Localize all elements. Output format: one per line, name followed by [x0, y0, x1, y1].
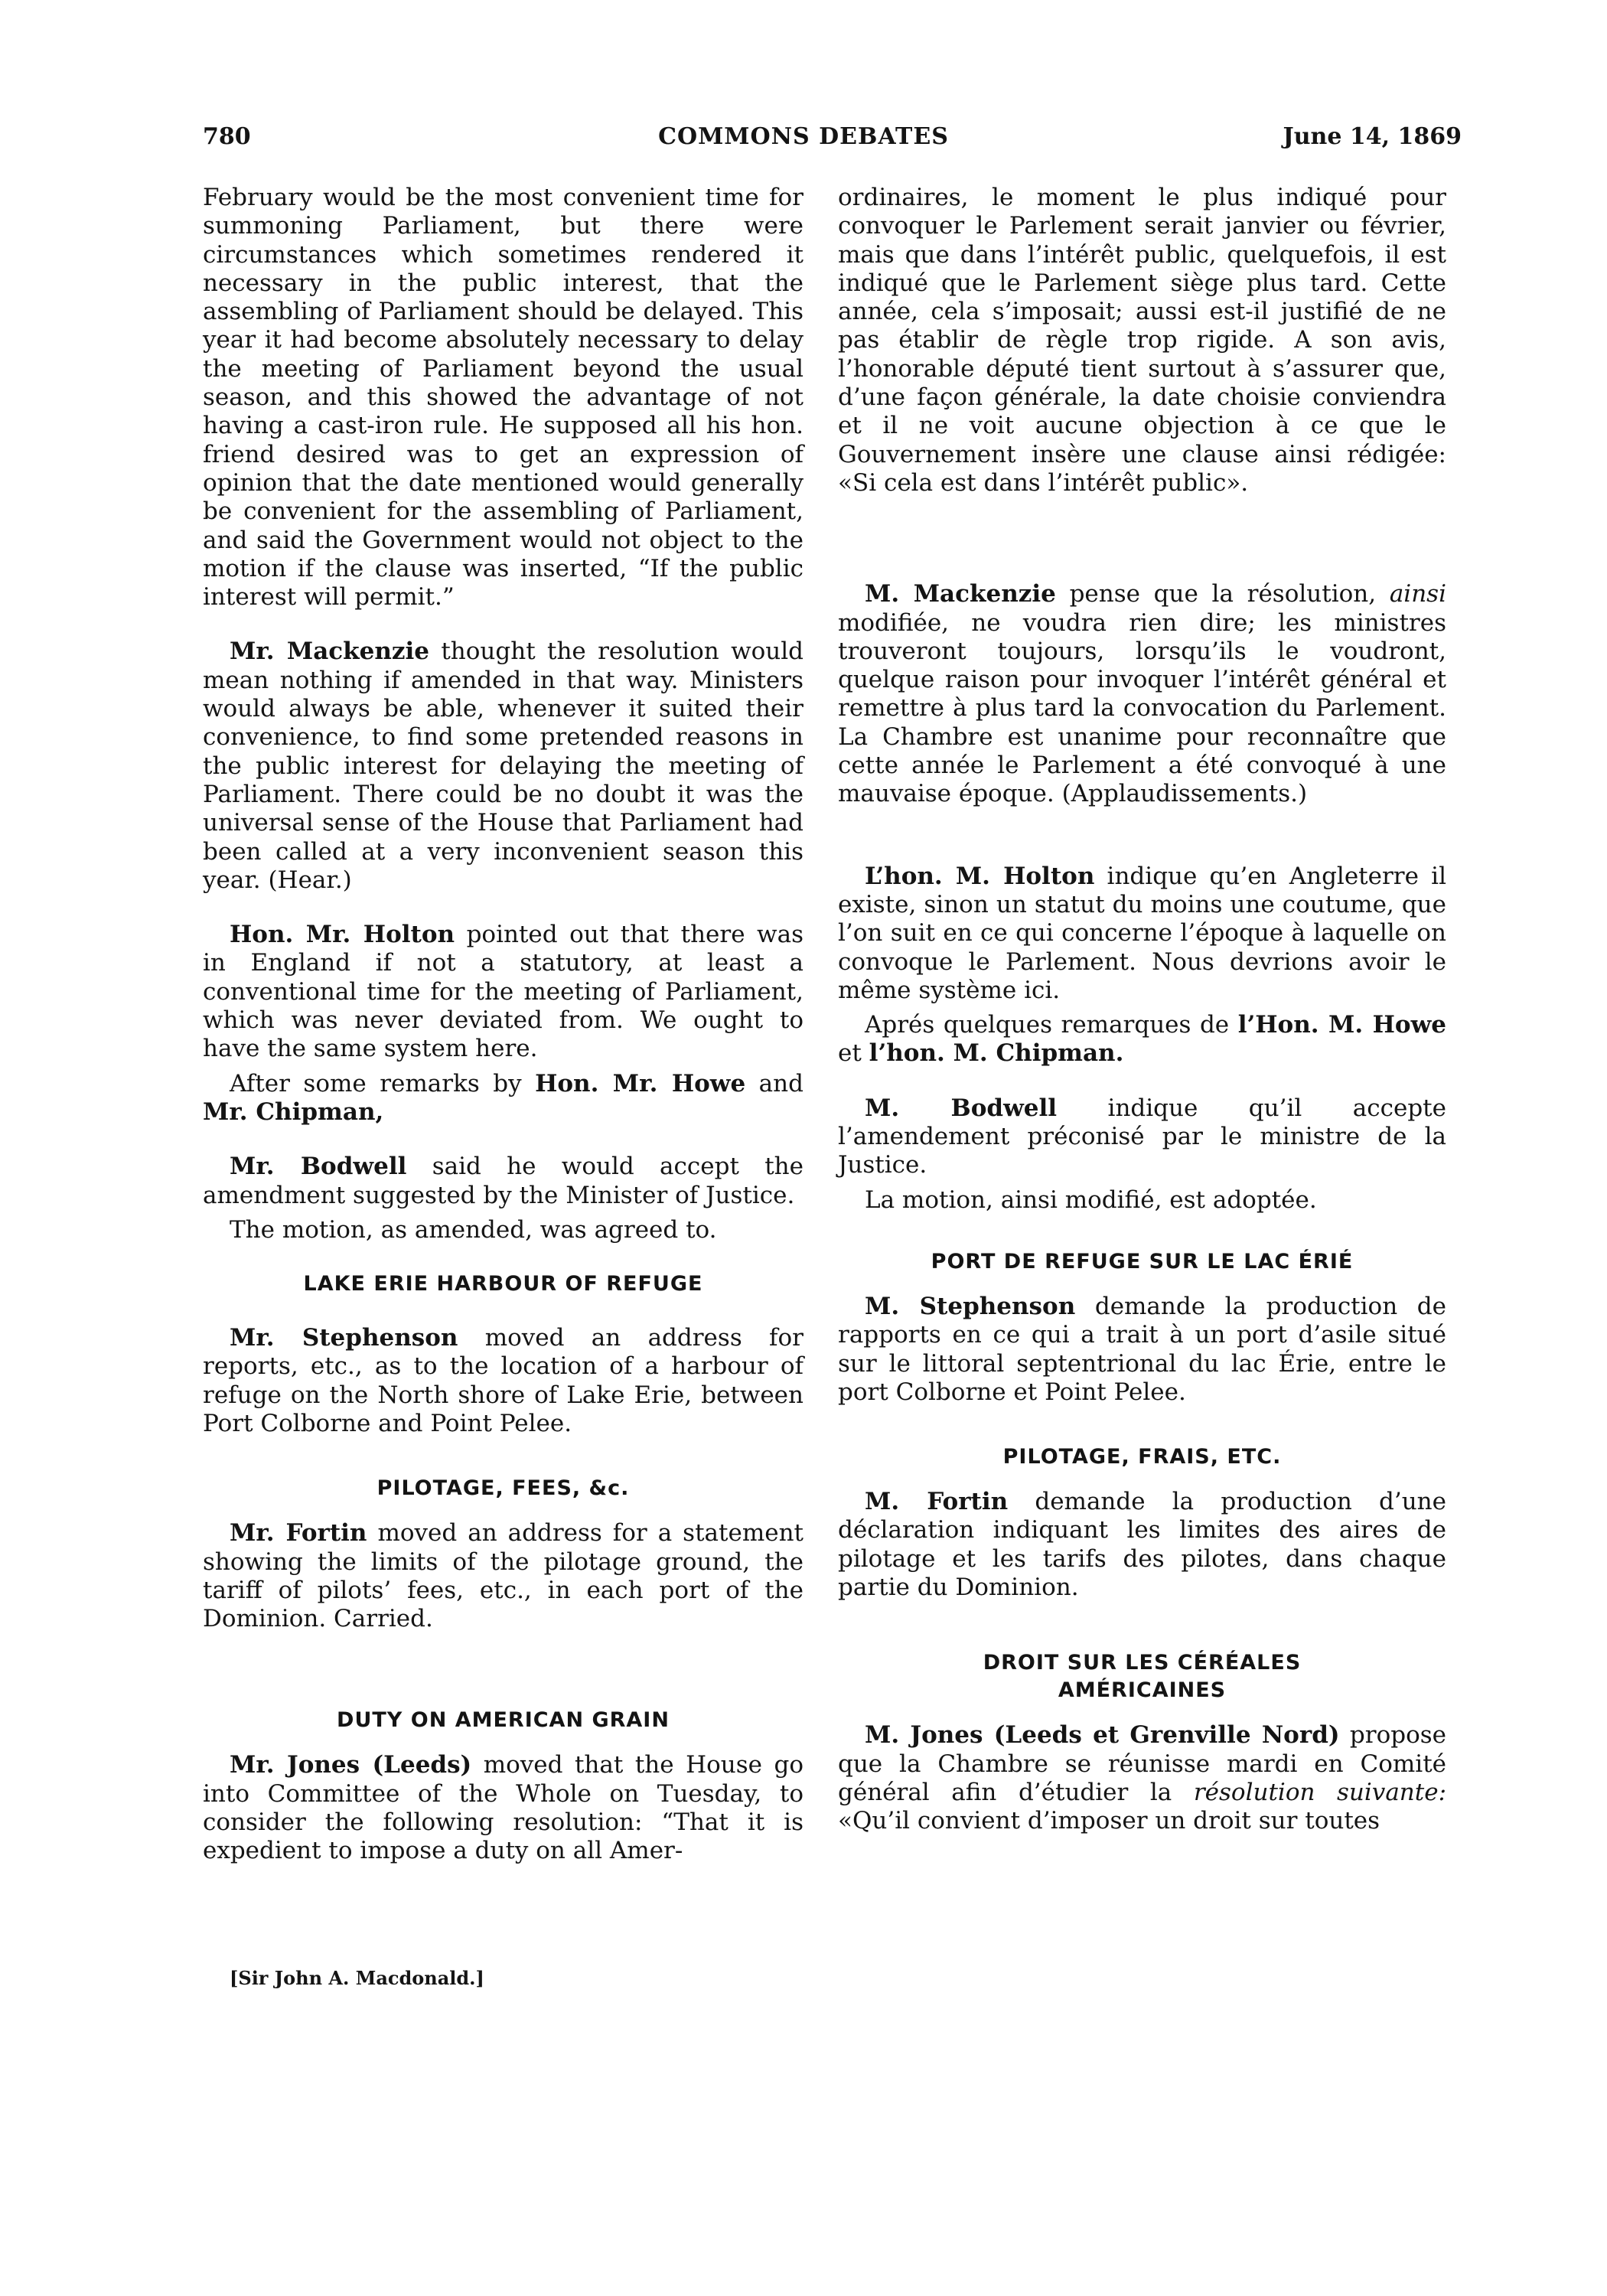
speaker-name: Hon. Mr. Holton	[230, 921, 455, 949]
paragraph: M. Fortin demande la production d’une déclaration indiquant les limites des aires de pilotage et les tarifs des pilotes, dans chaque partie du Dominion.	[838, 1488, 1446, 1601]
section-heading: PILOTAGE, FRAIS, ETC.	[1002, 1445, 1282, 1469]
speaker-name: M. Stephenson	[865, 1292, 1076, 1320]
paragraph: Aprés quelques remarques de l’Hon. M. Howe et l’hon. M. Chipman.	[838, 1011, 1446, 1068]
section-heading: DUTY ON AMERICAN GRAIN	[337, 1708, 670, 1733]
paragraph: ordinaires, le moment le plus indiqué pour convoquer le Parlement serait janvier ou février, mais que dans l’intérêt public, quelquefois, il est indiqué que le Parlement siège plus tard. Cette année, cela s’imposait; aussi est-il justifié de ne pas établir de règle trop rigide. A son avis, l’honorable député tient surtout à s’assurer que, d’une façon générale, la date choisie conviendra et il ne voit aucune objection à ce que le Gouvernement insère une clause ainsi rédigée: «Si cela est dans l’intérêt public».	[838, 184, 1446, 497]
page-date: June 14, 1869	[1283, 123, 1462, 150]
paragraph: M. Bodwell indique qu’il accepte l’amendement préconisé par le ministre de la Justice.	[838, 1094, 1446, 1179]
section-heading: PORT DE REFUGE SUR LE LAC ÉRIÉ	[931, 1249, 1354, 1274]
paragraph: La motion, ainsi modifié, est adoptée.	[865, 1186, 1317, 1214]
speaker-name: Mr. Chipman,	[203, 1097, 384, 1126]
paragraph: Mr. Fortin moved an address for a statement showing the limits of the pilotage ground, the tariff of pilots’ fees, etc., in each port of the Dominion. Carried.	[203, 1519, 804, 1633]
paragraph: M. Stephenson demande la production de rapports en ce qui a trait à un port d’asile situé sur le littoral septentrional du lac Érie, entre le port Colborne et Point Pelee.	[838, 1292, 1446, 1406]
paragraph: February would be the most convenient time for summoning Parliament, but there were circumstances which sometimes rendered it necessary in the public interest, that the assembling of Parliament should be delayed. This year it had become absolutely necessary to delay the meeting of Parliament beyond the usual season, and this showed the advantage of not having a cast-iron rule. He supposed all his hon. friend desired was to get an expression of opinion that the date mentioned would generally be convenient for the assembling of Parliament, and said the Government would not object to the motion if the clause was inserted, “If the public interest will permit.”	[203, 184, 804, 612]
publication-title: COMMONS DEBATES	[658, 123, 949, 150]
paragraph: The motion, as amended, was agreed to.	[230, 1215, 717, 1244]
speaker-name: Mr. Stephenson	[230, 1324, 458, 1352]
section-heading: DROIT SUR LES CÉRÉALES AMÉRICAINES	[983, 1651, 1302, 1703]
speaker-name: l’hon. M. Chipman.	[869, 1039, 1124, 1068]
speaker-name: Mr. Bodwell	[230, 1153, 407, 1181]
paragraph: Mr. Stephenson moved an address for reports, etc., as to the location of a harbour of refuge on the North shore of Lake Erie, between Port Colborne and Point Pelee.	[203, 1324, 804, 1437]
paragraph: Hon. Mr. Holton pointed out that there was in England if not a statutory, at least a conventional time for the meeting of Parliament, which was never deviated from. We ought to have the same system here.	[203, 921, 804, 1063]
page-number: 780	[203, 123, 251, 150]
speaker-name: Hon. Mr. Howe	[535, 1069, 746, 1097]
french-column	[838, 184, 1446, 1835]
english-column	[203, 184, 804, 1866]
paragraph: M. Mackenzie pense que la résolution, ainsi modifiée, ne voudra rien dire; les ministres trouveront toujours, lorsqu’ils le voudront, quelque raison pour invoquer l’intérêt général et remettre à plus tard la convocation du Parlement. La Chambre est unanime pour reconnaître que cette année le Parlement a été convoqué à une mauvaise époque. (Applaudissements.)	[838, 580, 1446, 808]
speaker-name: M. Jones (Leeds et Grenville Nord)	[865, 1721, 1340, 1750]
paragraph: L’hon. M. Holton indique qu’en Angleterre il existe, sinon un statut du moins une coutume, que l’on suit en ce qui concerne l’époque à laquelle on convoque le Parlement. Nous devrions avoir le même système ici.	[838, 862, 1446, 1004]
speaker-name: Mr. Fortin	[230, 1519, 367, 1548]
speaker-name: Mr. Mackenzie	[230, 638, 429, 666]
paragraph: After some remarks by Hon. Mr. Howe and Mr. Chipman,	[203, 1069, 804, 1126]
speaker-name: M. Fortin	[865, 1488, 1009, 1516]
page-header	[0, 123, 1607, 154]
section-heading: LAKE ERIE HARBOUR OF REFUGE	[303, 1272, 703, 1296]
speaker-name: M. Bodwell	[865, 1094, 1058, 1122]
paragraph: M. Jones (Leeds et Grenville Nord) propose que la Chambre se réunisse mardi en Comité général afin d’étudier la résolution suivante: «Qu’il convient d’imposer un droit sur toutes	[838, 1721, 1447, 1835]
paragraph: Mr. Mackenzie thought the resolution would mean nothing if amended in that way. Ministers would always be able, whenever it suited their convenience, to find some pretended reasons in the public interest for delaying the meeting of Parliament. There could be no doubt it was the universal sense of the House that Parliament had been called at a very inconvenient season this year. (Hear.)	[203, 638, 804, 894]
speaker-name: L’hon. M. Holton	[865, 862, 1095, 890]
section-heading: PILOTAGE, FEES, &c.	[376, 1476, 630, 1501]
paragraph: Mr. Jones (Leeds) moved that the House go into Committee of the Whole on Tuesday, to consider the following resolution: “That it is expedient to impose a duty on all Amer-	[203, 1751, 804, 1865]
paragraph: Mr. Bodwell said he would accept the amendment suggested by the Minister of Justice.	[203, 1153, 804, 1209]
speaker-name: Mr. Jones (Leeds)	[230, 1751, 472, 1779]
page-footer: [Sir John A. Macdonald.]	[230, 1967, 484, 1989]
speaker-name: M. Mackenzie	[865, 580, 1056, 608]
speaker-name: l’Hon. M. Howe	[1237, 1011, 1446, 1039]
